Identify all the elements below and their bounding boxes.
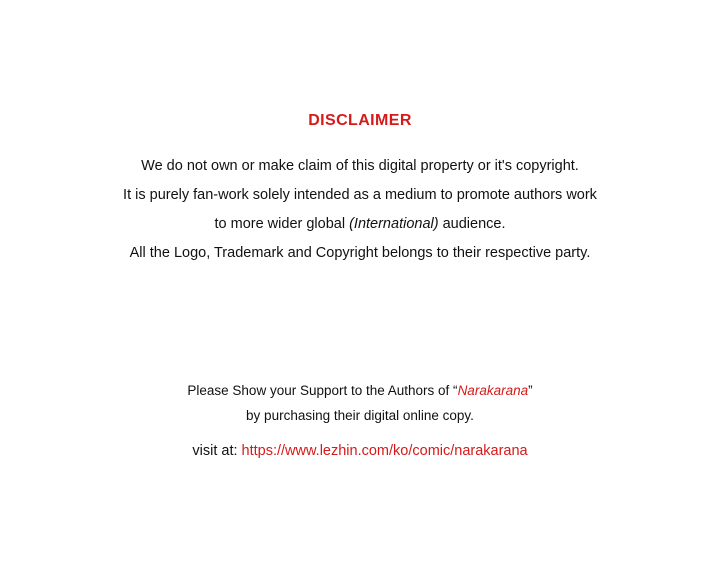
disclaimer-line-4: All the Logo, Trademark and Copyright belongs to their respective party. — [129, 244, 591, 261]
disclaimer-line-3 — [0, 210, 720, 239]
support-suffix: ” — [528, 383, 533, 398]
disclaimer-line-3-prefix: to more wider global — [214, 215, 350, 232]
disclaimer-line-1: We do not own or make claim of this digital property or it's copyright. — [141, 157, 579, 174]
disclaimer-section — [0, 112, 720, 268]
lezhin-link[interactable]: https://www.lezhin.com/ko/comic/narakarana — [241, 443, 528, 459]
support-line-1 — [0, 378, 720, 403]
visit-label: visit at: — [192, 443, 242, 459]
disclaimer-line-3-suffix: audience. — [438, 215, 506, 232]
visit-section — [0, 440, 720, 462]
support-section — [0, 378, 720, 428]
support-line-2: by purchasing their digital online copy. — [246, 408, 474, 423]
support-prefix: Please Show your Support to the Authors of “ — [187, 383, 458, 398]
work-title: Narakarana — [457, 383, 529, 398]
disclaimer-line-2: It is purely fan-work solely intended as a medium to promote authors work — [123, 186, 597, 203]
disclaimer-title: DISCLAIMER — [308, 112, 412, 129]
disclaimer-line-3-emphasis: (International) — [349, 215, 439, 232]
